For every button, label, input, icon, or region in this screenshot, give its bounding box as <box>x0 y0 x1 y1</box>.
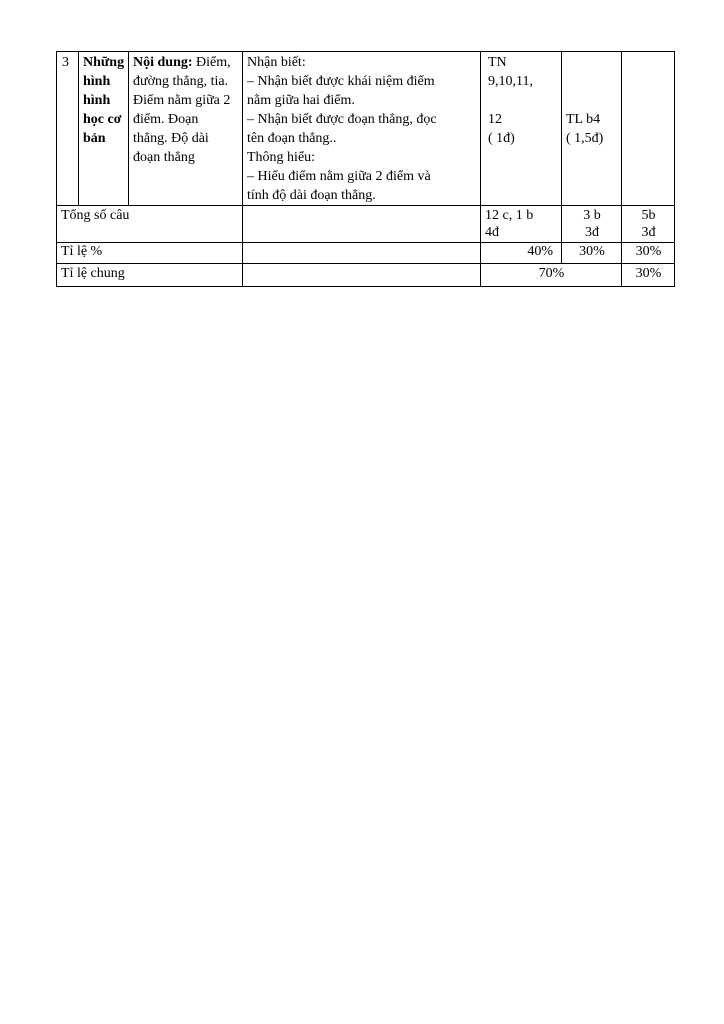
total-tl-lines: 3 b 3đ <box>583 208 601 240</box>
percent-tn-cell <box>481 243 562 264</box>
overall-label: Tỉ lệ chung <box>61 266 125 281</box>
total-last-lines: 5b 3đ <box>641 208 656 240</box>
percent-tl-value: 30% <box>579 244 605 259</box>
topic-name-lines: Những hình hình học cơ bản <box>83 55 125 146</box>
tn-questions-lines: TN 9,10,11, 12 ( 1đ) <box>488 55 533 146</box>
total-tn-lines: 12 c, 1 b 4đ <box>485 208 534 240</box>
percent-label-cell <box>57 243 243 264</box>
total-questions-row <box>57 206 675 243</box>
empty-cell <box>243 206 481 243</box>
total-tl-cell <box>562 206 622 243</box>
total-label-cell <box>57 206 243 243</box>
objectives-lines: Nhận biết: – Nhận biết được khái niệm điểm nằm giữa hai điểm. – Nhận biết được đoạn thẳng, đọc tên đoạn thẳng.. Thông hiểu: – Hiểu điểm nằm giữa 2 điểm và tính độ dài đoạn thẳng. <box>247 55 437 203</box>
content-heading-rest: Điểm, <box>192 55 231 70</box>
overall-merged-value: 70% <box>538 266 565 281</box>
overall-label-cell <box>57 264 243 287</box>
percent-label: Tỉ lệ % <box>61 244 103 259</box>
topic-row <box>57 52 675 206</box>
overall-percent-row <box>57 264 675 287</box>
content-first-line <box>133 53 239 72</box>
row-number: 3 <box>62 55 69 70</box>
overall-last-cell <box>622 264 675 287</box>
content-heading: Nội dung: <box>133 55 193 70</box>
exam-matrix-table <box>56 51 675 287</box>
total-last-cell <box>622 206 675 243</box>
empty-cell <box>243 264 481 287</box>
tn-questions-cell <box>481 52 562 206</box>
tl-questions-lines: TL b4 ( 1,5đ) <box>566 112 604 146</box>
content-lines: đường thẳng, tia. Điểm nằm giữa 2 điểm. Đoạn thẳng. Độ dài đoạn thẳng <box>133 74 231 165</box>
row-number-cell <box>57 52 79 206</box>
overall-last-value: 30% <box>635 266 662 281</box>
percent-tn-value: 40% <box>527 244 553 259</box>
tl-questions-cell <box>562 52 622 206</box>
percent-tl-cell <box>562 243 622 264</box>
percent-last-value: 30% <box>635 244 662 259</box>
total-label: Tổng số câu <box>61 208 130 223</box>
percent-row <box>57 243 675 264</box>
empty-cell <box>243 243 481 264</box>
empty-score-cell <box>622 52 675 206</box>
content-cell <box>129 52 243 206</box>
objectives-cell <box>243 52 481 206</box>
topic-name-cell <box>79 52 129 206</box>
total-tn-cell <box>481 206 562 243</box>
percent-last-cell <box>622 243 675 264</box>
overall-merged-cell <box>481 264 622 287</box>
